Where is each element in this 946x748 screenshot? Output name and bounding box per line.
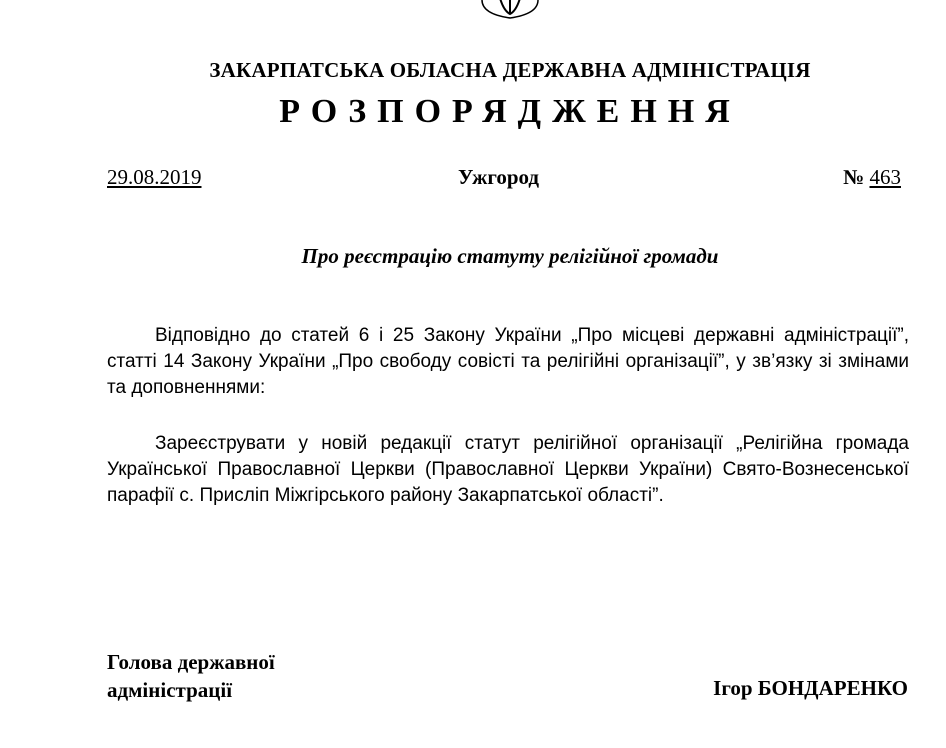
document-type: РОЗПОРЯДЖЕННЯ — [279, 93, 741, 130]
document-date: 29.08.2019 — [107, 165, 202, 189]
coat-of-arms-icon — [480, 0, 540, 20]
document-subject: Про реєстрацію статуту релігійної громади — [301, 244, 719, 268]
body-paragraph-2: Зареєструвати у новій редакції статут релігійної організації „Релігійна громада Української Православної Церкви (Православної Церкви України) Свято-Вознесенської парафії с. Присліп Міжгірського району Закарпатської області”. — [107, 433, 909, 506]
signatory-title — [107, 648, 275, 704]
signatory-title-line-2: адміністрації — [107, 678, 233, 702]
document-city: Ужгород — [458, 165, 540, 189]
signatory-name: Ігор БОНДАРЕНКО — [713, 676, 908, 700]
signatory-title-line-1: Голова державної — [107, 650, 275, 674]
number-value: 463 — [869, 165, 901, 189]
organization-name: ЗАКАРПАТСЬКА ОБЛАСНА ДЕРЖАВНА АДМІНІСТРАЦІЯ — [209, 58, 811, 82]
document-number — [843, 165, 901, 190]
number-sign: № — [843, 165, 865, 189]
body-paragraph-1: Відповідно до статей 6 і 25 Закону України „Про місцеві державні адміністрації”, статті 14 Закону України „Про свободу совісті та релігійні організації”, у зв’язку зі змінами та доповненнями: — [107, 325, 909, 398]
